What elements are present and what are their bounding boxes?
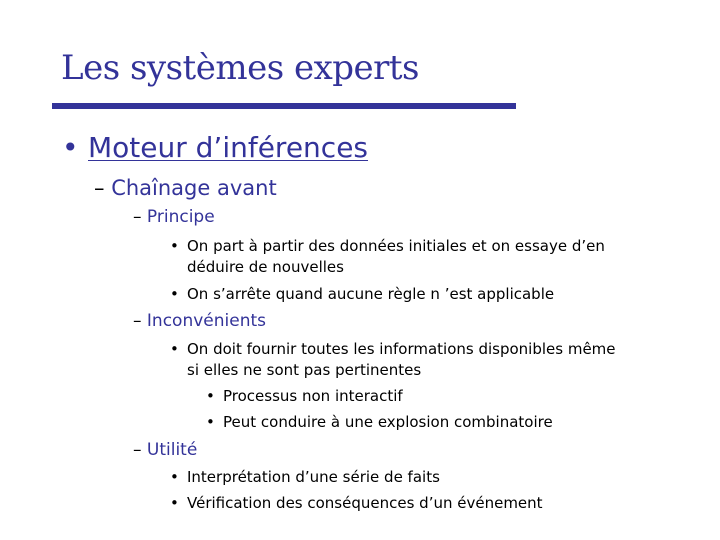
principe-point-1-line2: déduire de nouvelles [187, 258, 344, 276]
inconvenients-label: Inconvénients [146, 311, 266, 331]
bullet-moteur-inferences [62, 131, 368, 164]
chainage-avant-label: Chaînage avant [111, 176, 277, 200]
bullet-dot: • [170, 237, 179, 255]
bullet-dot: • [206, 387, 215, 405]
dash-marker: – [133, 440, 142, 460]
utilite-label: Utilité [146, 440, 198, 460]
bullet-dot: • [170, 468, 179, 486]
dash-marker: – [94, 176, 105, 200]
item-inconvenients [133, 311, 266, 331]
bullet-dot: • [62, 131, 79, 164]
principe-point-2 [170, 284, 554, 305]
bullet-dot: • [170, 340, 179, 358]
item-utilite [133, 440, 197, 460]
principe-label: Principe [146, 207, 215, 227]
dash-marker: – [133, 311, 142, 331]
inconvenients-point-1 [170, 339, 616, 381]
bullet-dot: • [206, 413, 215, 431]
slide-title: Les systèmes experts [61, 48, 420, 88]
inconvenients-subpoint-1-text: Processus non interactif [223, 387, 403, 405]
principe-point-1 [170, 236, 605, 278]
utilite-point-1-text: Interprétation d’une série de faits [187, 468, 440, 486]
item-chainage-avant [94, 176, 277, 200]
inconvenients-point-1-line2: si elles ne sont pas pertinentes [187, 361, 422, 379]
dash-marker: – [133, 207, 142, 227]
moteur-inferences-label: Moteur d’inférences [88, 131, 369, 164]
principe-point-1-line1: On part à partir des données initiales et on essaye d’en [187, 237, 605, 255]
inconvenients-subpoint-2-text: Peut conduire à une explosion combinatoire [223, 413, 553, 431]
utilite-point-2-text: Vérification des conséquences d’un événement [187, 494, 543, 512]
title-underline-rule [52, 103, 516, 109]
inconvenients-subpoint-1 [206, 387, 403, 405]
utilite-point-2 [170, 493, 543, 514]
utilite-point-1 [170, 467, 440, 488]
item-principe [133, 207, 215, 227]
principe-point-2-line1: On s’arrête quand aucune règle n ’est applicable [187, 285, 555, 303]
inconvenients-subpoint-2 [206, 413, 553, 431]
bullet-dot: • [170, 285, 179, 303]
inconvenients-point-1-line1: On doit fournir toutes les informations disponibles même [187, 340, 616, 358]
bullet-dot: • [170, 494, 179, 512]
